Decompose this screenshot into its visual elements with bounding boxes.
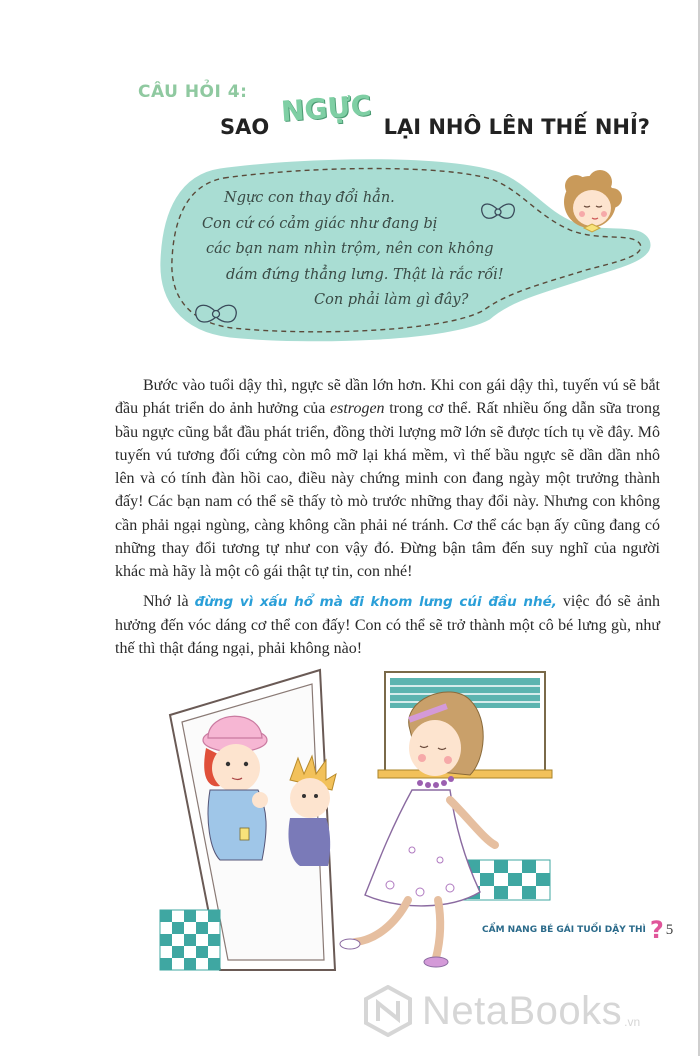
- paragraph: [115, 374, 660, 584]
- question-label: CÂU HỎI 4:: [138, 82, 248, 102]
- question-mark-icon: ?: [649, 916, 664, 944]
- page-footer: [482, 918, 673, 942]
- watermark: [362, 985, 640, 1037]
- bubble-text: [196, 186, 516, 314]
- paragraph: [115, 590, 660, 661]
- watermark-brand: NetaBooks: [422, 988, 623, 1033]
- watermark-tld: .vn: [624, 1015, 641, 1029]
- bubble-line: các bạn nam nhìn trộm, nên con không: [206, 241, 494, 257]
- bubble-line: Con phải làm gì đây?: [314, 292, 469, 308]
- boy-blond: [288, 756, 336, 866]
- page-title: [220, 88, 650, 139]
- tile-floor-left: [160, 910, 220, 970]
- emphasis-term: estrogen: [330, 400, 385, 418]
- title-before: SAO: [220, 115, 270, 139]
- paragraph-text: trong cơ thể. Rất nhiều ống dẫn sữa trong bầu ngực cũng bắt đầu phát triển, đồng thời lượng mỡ lớn sẽ được tích tụ về đây. Mô tuyến vú tương đối cứng còn mô mỡ lại khá mềm, vì thế bầu ngực sẽ dần dần nhô lên và có tính đàn hồi cao, điều này chứng minh con đang ngày một trưởng thành đấy! Các bạn nam có thể sẽ thấy tò mò trước những thay đổi này. Nhưng con không cần phải ngại ngùng, càng không cần phải né tránh. Cơ thể các bạn ấy cũng đang có những thay đổi tương tự như con vậy đó. Đừng bận tâm đến suy nghĩ của người khác mà hãy là một cô gái thật tự tin, con nhé!: [115, 400, 661, 581]
- girl-white-dress: [340, 692, 495, 967]
- bubble-line: Ngực con thay đổi hẳn.: [224, 190, 395, 206]
- paragraph-text: việc đó sẽ ảnh hưởng đến vóc dáng cơ thể con đấy! Con có thể sẽ trở thành một cô bé lưng gù, như thế thì thật đáng ngại, phải không nào!: [115, 592, 661, 658]
- paragraph-text: Bước vào tuổi dậy thì, ngực sẽ dần lớn hơn. Khi con gái dậy thì, tuyến vú sẽ bắt đầu phát triển do ảnh hưởng của: [115, 377, 660, 418]
- paragraph-text: Nhớ là: [143, 592, 195, 610]
- article-body: [115, 374, 660, 667]
- page-number: 5: [665, 921, 674, 938]
- title-after: LẠI NHÔ LÊN THẾ NHỈ?: [383, 115, 650, 139]
- bubble-line: Con cứ có cảm giác như đang bị: [202, 215, 438, 232]
- netabooks-logo-icon: [362, 985, 414, 1037]
- highlight-phrase: đừng vì xấu hổ mà đi khom lưng cúi đầu nhé,: [194, 593, 557, 610]
- title-highlight: NGỰC: [280, 88, 373, 129]
- book-title: CẨM NANG BÉ GÁI TUỔI DẬY THÌ: [482, 925, 646, 935]
- bubble-line: dám đứng thẳng lưng. Thật là rắc rối!: [226, 266, 504, 283]
